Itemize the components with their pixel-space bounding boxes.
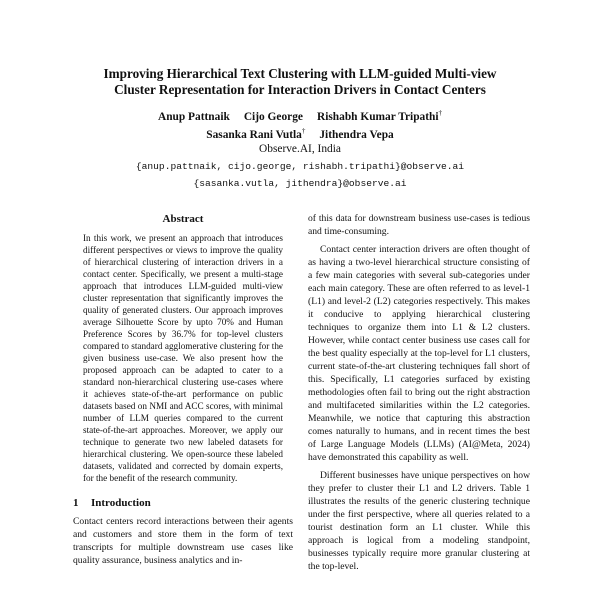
section-number: 1 [73, 497, 79, 509]
email-line-1[interactable]: {anup.pattnaik, cijo.george, rishabh.tripathi}@observe.ai [135, 161, 465, 172]
paragraph-perspectives: Different businesses have unique perspectives on how they prefer to cluster their L1 and L2 drivers. Table 1 illustrates the results of the generic clustering technique under the first perspective, where all queries related to a tourist destination form an L1 cluster. While this approach is logical from a modeling standpoint, businesses typically require more granular clustering at the top-level. [308, 470, 530, 572]
abstract-text: In this work, we present an approach that introduces different perspectives or views to improve the quality of hierarchical clustering of interaction drivers in a contact center. Specifically, we present a multi-stage approach that introduces LLM-guided multi-view cluster representation that significantly improves the quality of generated clusters. Our approach improves average Silhouette Score by upto 70% and Human Preference Scores by 36.7% for top-level clusters compared to standard agglomerative clustering for the given business use-case. We also present how the proposed approach can be adapted to cater to a standard non-hierarchical clustering use-cases where it achieves state-of-the-art performance on public datasets based on NMI and ACC scores, with minimal number of LLM queries compared to the current state-of-the-art approaches. Moreover, we apply our technique to generate two new labeled datasets for hierarchical clustering. We open-source these labeled datasets, validated and corrected by domain experts, for the benefit of the research community. [83, 233, 283, 483]
author-name: Cijo George [243, 110, 303, 123]
email-line-2[interactable]: {sasanka.vutla, jithendra}@observe.ai [193, 178, 407, 189]
left-column-content [73, 212, 293, 600]
right-column [308, 212, 530, 600]
author-mark: † [438, 109, 443, 117]
paragraph-continued: of this data for downstream business use-cases is tedious and time-consuming. [308, 213, 530, 237]
abstract-heading: Abstract [162, 213, 204, 225]
section-heading-introduction [73, 496, 293, 510]
author-mark: † [301, 127, 306, 135]
introduction-paragraph: Contact centers record interactions between their agents and customers and store them in the form of text transcripts for multiple downstream use cases like quality assurance, business analytics and in- [73, 516, 293, 566]
author-name: Sasanka Rani Vutla [206, 128, 302, 141]
section-title: Introduction [91, 497, 151, 509]
author-row-2 [60, 124, 540, 142]
author-name: Rishabh Kumar Tripathi [316, 110, 439, 123]
right-column-content [308, 212, 530, 600]
affiliation: Observe.AI, India [259, 143, 341, 155]
title-line-1: Improving Hierarchical Text Clustering with LLM-guided Multi-view [103, 66, 497, 81]
paragraph-interaction-drivers: Contact center interaction drivers are often thought of as having a two-level hierarchical structure consisting of a few main categories with several sub-categories under each main category. These are often referred to as level-1 (L1) and level-2 (L2) categories respectively. This makes it conducive to applying hierarchical clustering techniques to organize them into L1 & L2 clusters. However, while contact center business use cases call for the best quality especially at the top-level for L1 clusters, current state-of-the-art clustering techniques fall short of this. Specifically, L1 categories surfaced by existing methodologies often fail to bring out the right abstraction and multifaceted similarities within the L2 categories. Meanwhile, we notice that capturing this abstraction comes naturally to humans, and in recent times the best of Large Language Models (LLMs) (AI@Meta, 2024) have demonstrated this capability as well. [308, 244, 530, 463]
author-name: Anup Pattnaik [157, 110, 230, 123]
title-line-2: Cluster Representation for Interaction Drivers in Contact Centers [114, 82, 486, 97]
paper-title [60, 66, 540, 98]
author-row-1 [60, 106, 540, 124]
left-column [73, 212, 293, 600]
author-name: Jithendra Vepa [319, 128, 394, 141]
